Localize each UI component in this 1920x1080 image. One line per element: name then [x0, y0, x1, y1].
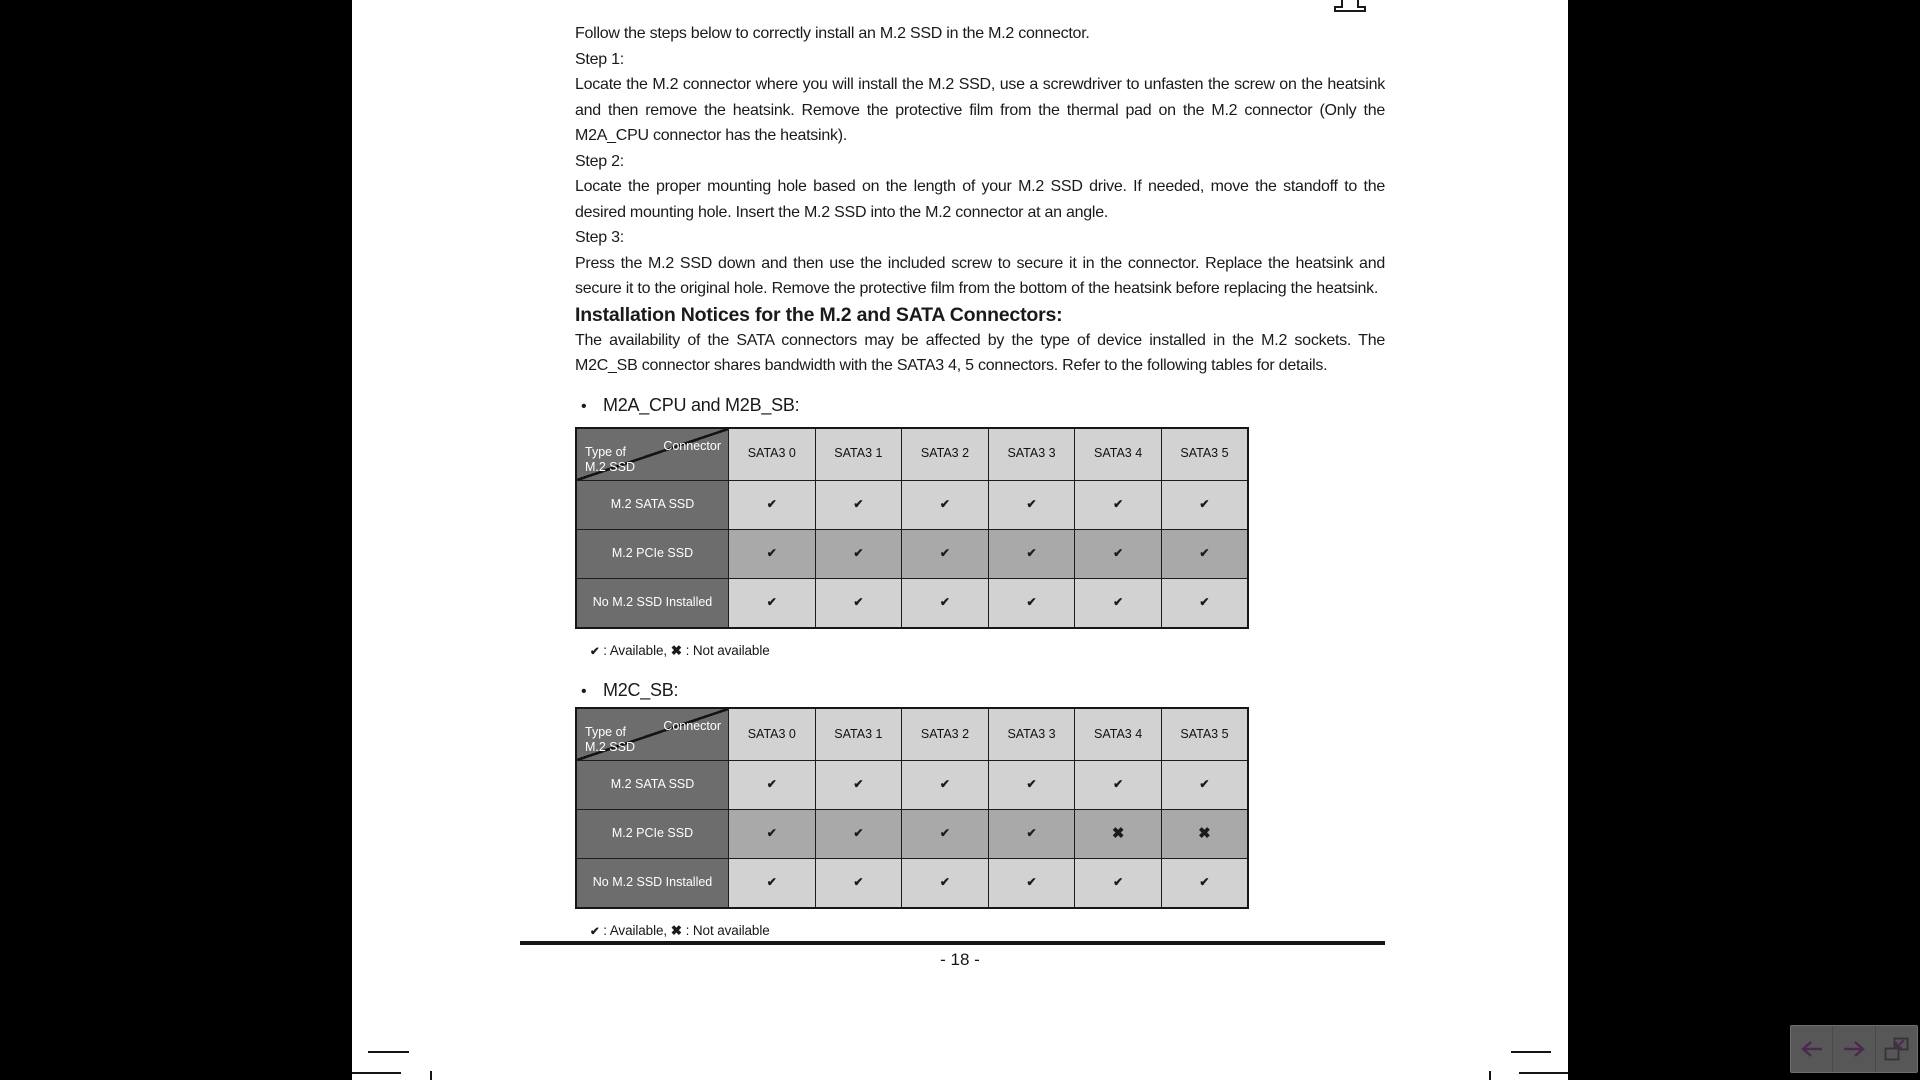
next-page-fragment-line	[352, 1072, 401, 1074]
check-icon: ✔	[1199, 594, 1210, 609]
availability-cell	[729, 480, 816, 529]
check-icon: ✔	[1026, 496, 1037, 511]
availability-cell	[1161, 578, 1248, 628]
row-label: No M.2 SSD Installed	[576, 859, 729, 909]
right-arrow-icon	[1841, 1038, 1867, 1060]
availability-cell	[902, 761, 989, 810]
check-icon: ✔	[766, 826, 777, 841]
check-icon: ✔	[1113, 496, 1124, 511]
next-page-fragment-line	[368, 1051, 409, 1053]
bullet-icon: •	[581, 683, 587, 700]
heatsink-diagram-fragment-icon	[1333, 0, 1367, 12]
availability-cell	[1161, 810, 1248, 859]
notice-text: The availability of the SATA connectors may be affected by the type of device installed in the M.2 sockets. The M2C_SB connector shares bandwidth with the SATA3 4, 5 connectors. Refer to the following tables for details.	[575, 331, 1385, 374]
page-number: - 18 -	[940, 950, 980, 969]
step3-label: Step 3:	[575, 229, 624, 246]
availability-cell	[729, 859, 816, 909]
next-page-fragment-line	[1519, 1072, 1568, 1074]
availability-cell	[815, 761, 902, 810]
check-icon: ✔	[939, 496, 950, 511]
availability-cell	[1075, 859, 1162, 909]
column-header: SATA3 4	[1075, 708, 1162, 761]
sata-table-m2c	[575, 707, 1385, 909]
check-icon: ✔	[1026, 545, 1037, 560]
check-icon: ✔	[939, 875, 950, 890]
availability-cell	[1075, 578, 1162, 628]
bullet-icon: •	[581, 397, 587, 415]
availability-cell	[988, 859, 1075, 909]
column-header: SATA3 0	[729, 428, 816, 481]
row-label: M.2 PCIe SSD	[576, 529, 729, 578]
footer-rule	[520, 941, 1385, 945]
check-icon: ✔	[590, 645, 600, 658]
check-icon: ✔	[853, 594, 864, 609]
table-corner-cell	[576, 428, 729, 481]
page-content	[575, 21, 1385, 946]
check-icon: ✔	[1199, 496, 1210, 511]
legend-not-available-text: : Not available	[685, 923, 770, 938]
column-header: SATA3 3	[988, 428, 1075, 481]
availability-cell	[729, 761, 816, 810]
availability-cell	[815, 578, 902, 628]
table-legend	[590, 638, 1385, 666]
column-header: SATA3 5	[1161, 708, 1248, 761]
availability-cell	[1161, 529, 1248, 578]
check-icon: ✔	[766, 777, 777, 792]
availability-cell	[729, 810, 816, 859]
corner-connector-label: Connector	[663, 438, 721, 453]
availability-cell	[1161, 859, 1248, 909]
column-header: SATA3 0	[729, 708, 816, 761]
sata-table-m2a-m2b	[575, 427, 1385, 629]
check-icon: ✔	[1199, 545, 1210, 560]
column-header: SATA3 2	[902, 708, 989, 761]
availability-cell	[1075, 480, 1162, 529]
left-arrow-icon	[1799, 1038, 1825, 1060]
check-icon: ✔	[766, 875, 777, 890]
availability-cell	[988, 761, 1075, 810]
check-icon: ✔	[853, 496, 864, 511]
check-icon: ✔	[1026, 777, 1037, 792]
step2-label: Step 2:	[575, 152, 624, 170]
column-header: SATA3 2	[902, 428, 989, 481]
check-icon: ✔	[939, 777, 950, 792]
check-icon: ✔	[1026, 594, 1037, 609]
availability-cell	[902, 859, 989, 909]
shrink-to-fit-icon	[1883, 1037, 1910, 1062]
availability-cell	[1161, 761, 1248, 810]
availability-cell	[988, 529, 1075, 578]
check-icon: ✔	[939, 594, 950, 609]
legend-available-text: : Available,	[603, 923, 668, 938]
column-header: SATA3 1	[815, 428, 902, 481]
shrink-to-fit-button[interactable]	[1876, 1026, 1917, 1072]
availability-cell	[815, 480, 902, 529]
column-header: SATA3 1	[815, 708, 902, 761]
bullet-item-m2a-m2b	[581, 392, 1385, 420]
check-icon: ✔	[939, 545, 950, 560]
check-icon: ✔	[1113, 545, 1124, 560]
availability-cell	[902, 578, 989, 628]
column-header: SATA3 3	[988, 708, 1075, 761]
check-icon: ✔	[1199, 777, 1210, 792]
cross-icon: ✖	[1111, 824, 1125, 842]
check-icon: ✔	[1113, 777, 1124, 792]
availability-cell	[1075, 529, 1162, 578]
availability-cell	[815, 810, 902, 859]
next-page-button[interactable]	[1833, 1026, 1875, 1072]
check-icon: ✔	[590, 926, 600, 938]
bullet-label: M2A_CPU and M2B_SB:	[603, 394, 800, 415]
next-page-fragment-line	[1511, 1051, 1551, 1053]
intro-text: Follow the steps below to correctly install an M.2 SSD in the M.2 connector.	[575, 25, 1090, 42]
availability-cell	[902, 480, 989, 529]
availability-cell	[988, 578, 1075, 628]
viewer-nav-panel	[1790, 1025, 1918, 1073]
availability-cell	[729, 578, 816, 628]
notice-heading: Installation Notices for the M.2 and SATA Connectors:	[575, 303, 1063, 326]
check-icon: ✔	[1199, 875, 1210, 890]
column-header: SATA3 4	[1075, 428, 1162, 481]
sata-availability-table	[575, 707, 1249, 909]
check-icon: ✔	[853, 545, 864, 560]
check-icon: ✔	[853, 875, 864, 890]
availability-cell	[988, 810, 1075, 859]
table-corner-cell	[576, 708, 729, 761]
column-header: SATA3 5	[1161, 428, 1248, 481]
previous-page-button[interactable]	[1791, 1026, 1833, 1072]
availability-cell	[1075, 761, 1162, 810]
availability-cell	[729, 529, 816, 578]
availability-cell	[1075, 810, 1162, 859]
check-icon: ✔	[1113, 594, 1124, 609]
row-label: No M.2 SSD Installed	[576, 578, 729, 628]
sata-availability-table	[575, 427, 1249, 629]
check-icon: ✔	[1026, 875, 1037, 890]
corner-type-label: Type of M.2 SSD	[585, 444, 636, 474]
availability-cell	[815, 529, 902, 578]
legend-not-available-text: : Not available	[685, 642, 770, 658]
check-icon: ✔	[1113, 875, 1124, 890]
availability-cell	[988, 480, 1075, 529]
document-page	[352, 0, 1568, 1080]
availability-cell	[815, 859, 902, 909]
step1-text: Locate the M.2 connector where you will install the M.2 SSD, use a screwdriver to unfasten the screw on the heatsink and then remove the heatsink. Remove the protective film from the thermal pad on the M.2 connector (Only the M2A_CPU connector has the heatsink).	[575, 76, 1385, 144]
row-label: M.2 SATA SSD	[576, 761, 729, 810]
bullet-label: M2C_SB:	[603, 680, 679, 700]
step2-text: Locate the proper mounting hole based on the length of your M.2 SSD drive. If needed, move the standoff to the desired mounting hole. Insert the M.2 SSD into the M.2 connector at an angle.	[575, 178, 1385, 221]
check-icon: ✔	[853, 777, 864, 792]
bullet-item-m2c	[581, 677, 1385, 705]
check-icon: ✔	[766, 545, 777, 560]
corner-connector-label: Connector	[663, 719, 721, 733]
row-label: M.2 SATA SSD	[576, 480, 729, 529]
next-page-fragment-line	[1489, 1071, 1491, 1080]
step3-text: Press the M.2 SSD down and then use the included screw to secure it in the connector. Replace the heatsink and secure it to the original hole. Remove the protective film from the bottom of the heatsink before replacing the heatsink.	[575, 254, 1385, 297]
check-icon: ✔	[939, 826, 950, 841]
next-page-fragment-line	[430, 1071, 432, 1080]
check-icon: ✔	[766, 496, 777, 511]
step1-label: Step 1:	[575, 50, 624, 68]
corner-type-label: Type of M.2 SSD	[585, 725, 636, 754]
check-icon: ✔	[766, 594, 777, 609]
availability-cell	[902, 529, 989, 578]
check-icon: ✔	[1026, 826, 1037, 841]
row-label: M.2 PCIe SSD	[576, 810, 729, 859]
cross-icon: ✖	[670, 923, 682, 938]
legend-available-text: : Available,	[603, 642, 668, 658]
availability-cell	[1161, 480, 1248, 529]
check-icon: ✔	[853, 826, 864, 841]
cross-icon: ✖	[1198, 824, 1211, 842]
cross-icon: ✖	[670, 642, 682, 658]
availability-cell	[902, 810, 989, 859]
